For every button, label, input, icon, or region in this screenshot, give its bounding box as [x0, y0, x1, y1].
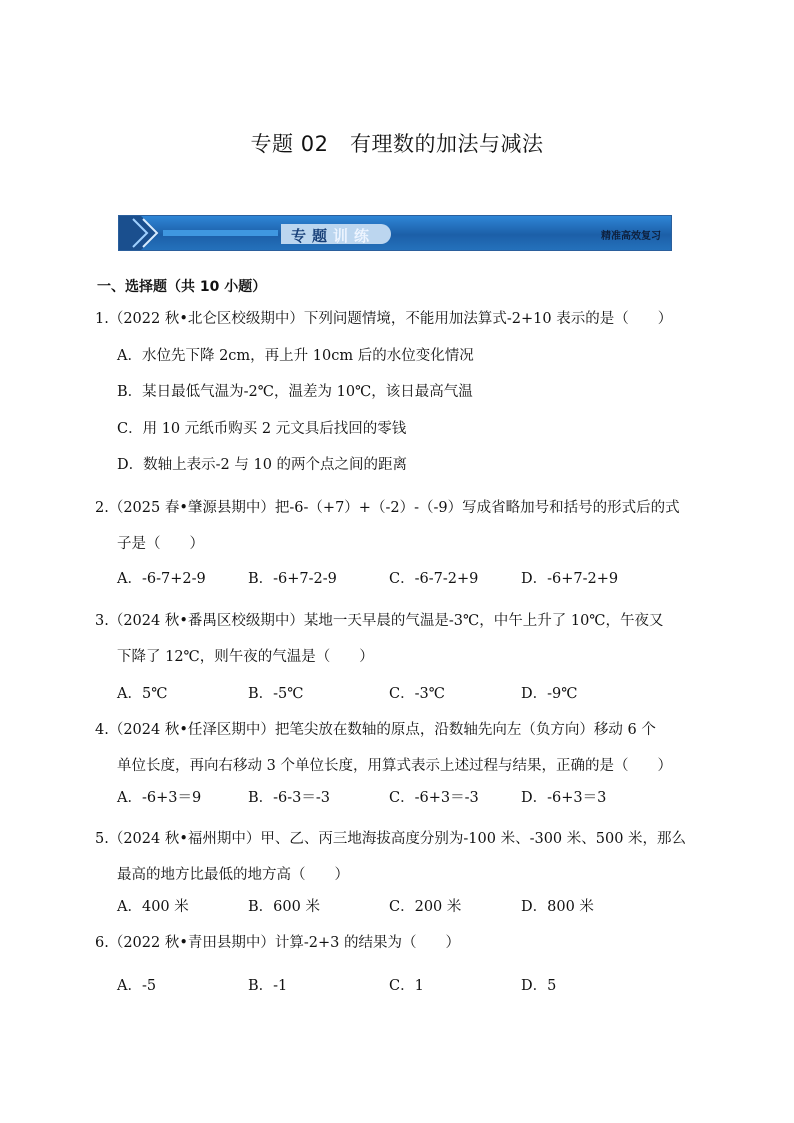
option-a: A．水位先下降 2cm，再上升 10cm 后的水位变化情况 [117, 348, 474, 364]
question-5 [95, 821, 715, 893]
option-b: B．-6-3＝-3 [248, 790, 331, 806]
chevron-arrows-icon [119, 216, 279, 250]
option-b: B．-1 [248, 978, 288, 994]
question-stem-continued: 最高的地方比最低的地方高（ ） [117, 867, 349, 883]
option-d: D．-9℃ [521, 686, 578, 702]
question-stem-continued: 子是（ ） [117, 536, 204, 552]
question-stem: 1.（2022 秋•北仑区校级期中）下列问题情境，不能用加法算式-2+10 表示的是（ ） [95, 311, 673, 327]
option-c: C．-6-7-2+9 [389, 571, 479, 587]
banner-tagline: 精准高效复习 [601, 231, 661, 242]
option-a: A．-6-7+2-9 [117, 571, 206, 587]
option-c: C．200 米 [389, 899, 462, 915]
question-stem: 4.（2024 秋•任泽区期中）把笔尖放在数轴的原点，沿数轴先向左（负方向）移动 6 个 [95, 722, 656, 738]
option-b: B．600 米 [248, 899, 320, 915]
option-c: C．-6+3＝-3 [389, 790, 479, 806]
option-a: A．400 米 [117, 899, 189, 915]
option-b: B．某日最低气温为-2℃，温差为 10℃，该日最高气温 [117, 384, 473, 400]
option-d: D．800 米 [521, 899, 594, 915]
question-stem-continued: 下降了 12℃，则午夜的气温是（ ） [117, 649, 374, 665]
question-stem: 6.（2022 秋•青田县期中）计算-2+3 的结果为（ ） [95, 935, 461, 951]
option-b: B．-6+7-2-9 [248, 571, 337, 587]
page-title: 专题 02 有理数的加法与减法 [250, 132, 544, 156]
question-3 [95, 603, 715, 675]
question-6 [95, 925, 715, 961]
option-c: C．1 [389, 978, 424, 994]
section-heading: 一、选择题（共 10 小题） [97, 279, 267, 295]
option-d: D．数轴上表示-2 与 10 的两个点之间的距离 [117, 457, 408, 473]
question-2 [95, 490, 715, 562]
option-d: D．-6+7-2+9 [521, 571, 619, 587]
question-stem-continued: 单位长度，再向右移动 3 个单位长度，用算式表示上述过程与结果，正确的是（ ） [117, 758, 672, 774]
question-1 [95, 301, 715, 337]
option-c: C．-3℃ [389, 686, 445, 702]
banner-title: 专题训练 [291, 227, 376, 245]
option-a: A．-5 [117, 978, 157, 994]
option-a: A．5℃ [117, 686, 168, 702]
question-stem: 5.（2024 秋•福州期中）甲、乙、丙三地海拔高度分别为-100 米、-300 米、500 米，那么 [95, 831, 687, 847]
topic-training-banner [118, 215, 672, 251]
question-stem: 3.（2024 秋•番禺区校级期中）某地一天早晨的气温是-3℃，中午上升了 10℃，午夜又 [95, 613, 664, 629]
option-d: D．-6+3＝3 [521, 790, 607, 806]
question-4 [95, 712, 715, 784]
option-d: D．5 [521, 978, 557, 994]
question-stem: 2.（2025 春•肇源县期中）把-6-（+7）+（-2）-（-9）写成省略加号和括号的形式后的式 [95, 500, 680, 516]
option-b: B．-5℃ [248, 686, 304, 702]
option-c: C．用 10 元纸币购买 2 元文具后找回的零钱 [117, 421, 407, 437]
option-a: A．-6+3＝9 [117, 790, 202, 806]
